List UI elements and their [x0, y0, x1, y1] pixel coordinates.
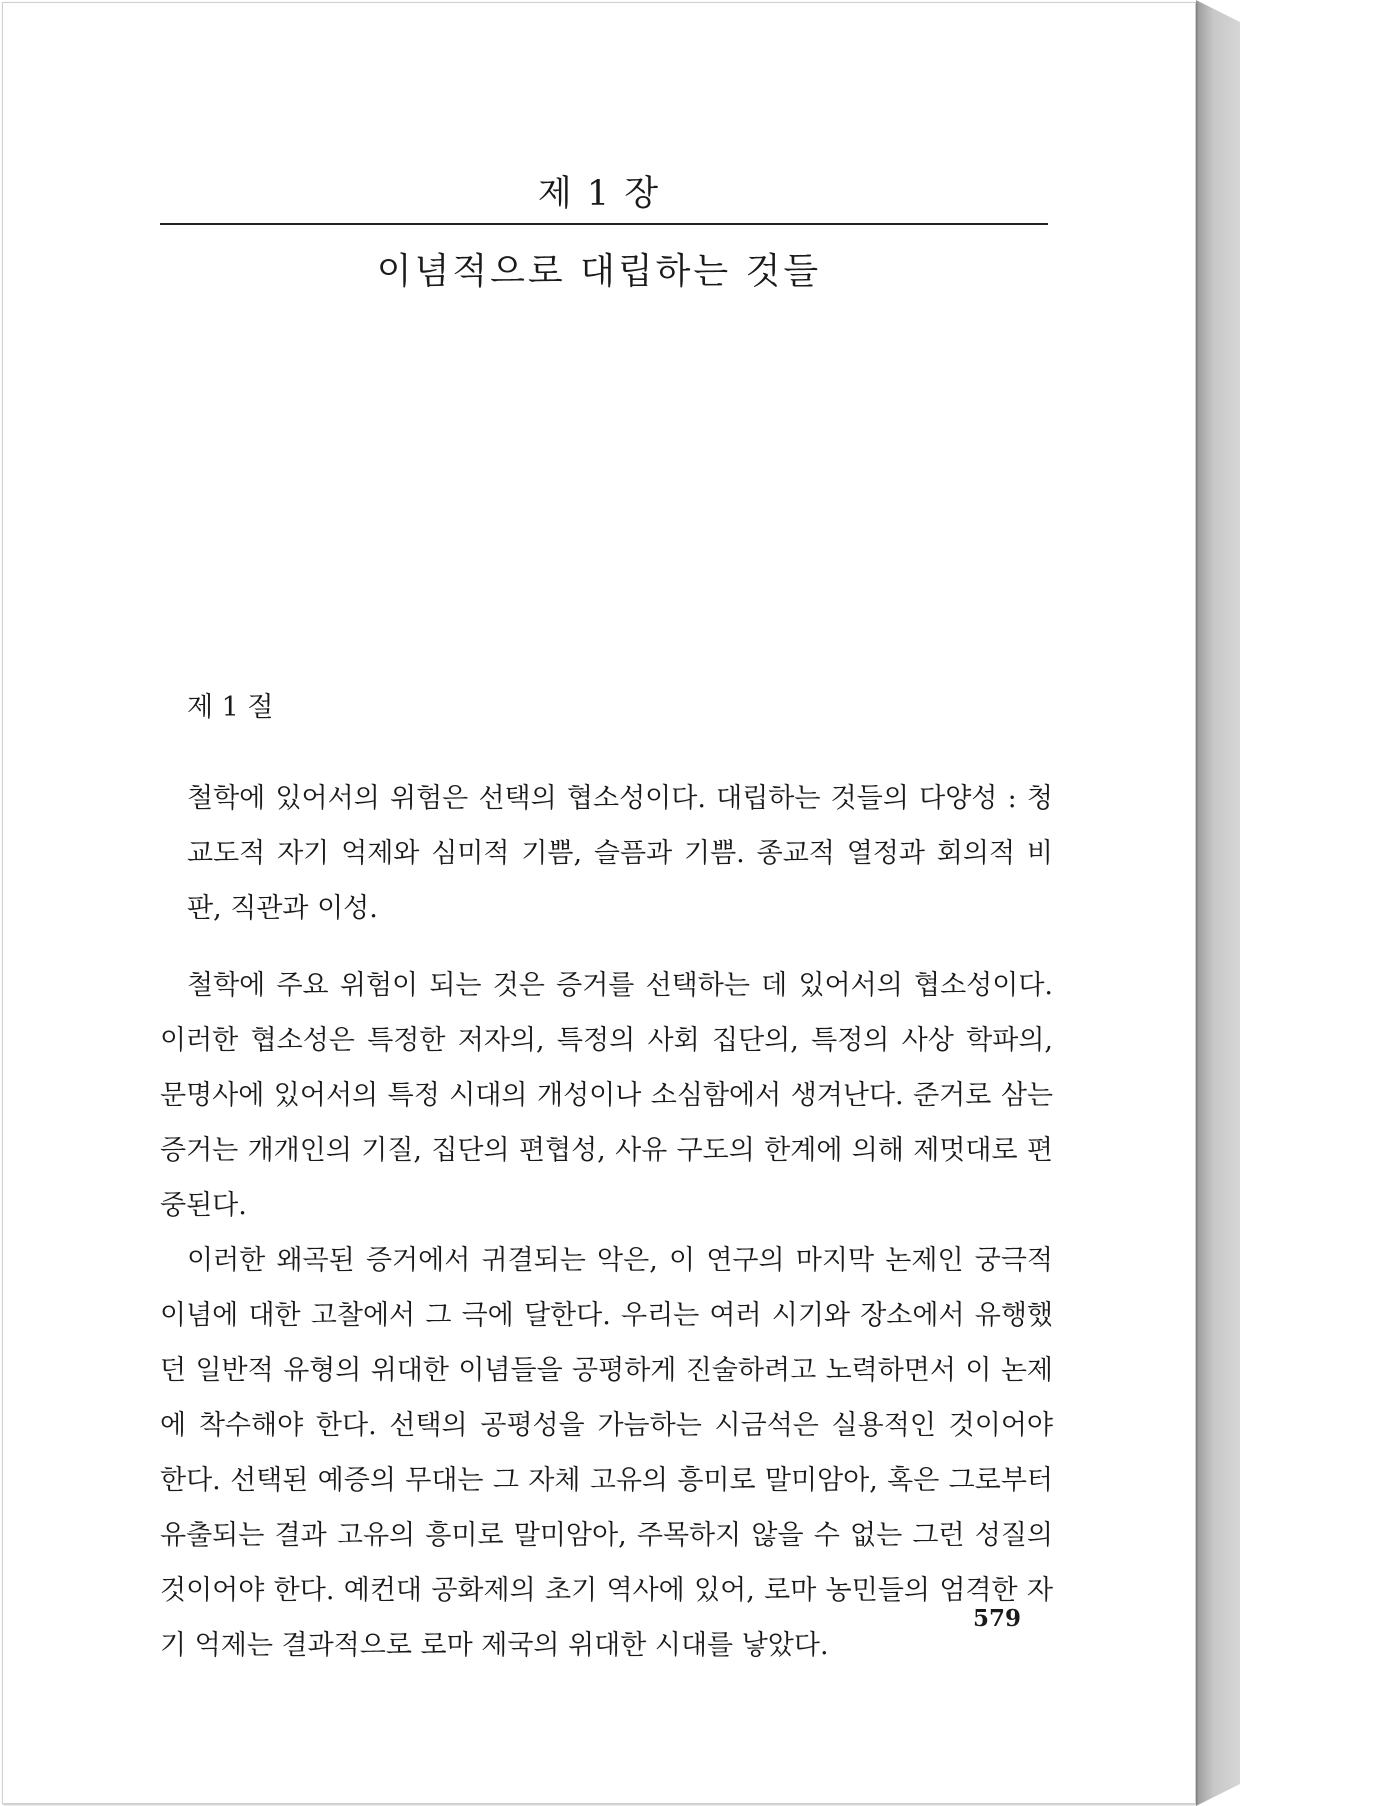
paragraph: 철학에 주요 위험이 되는 것은 증거를 선택하는 데 있어서의 협소성이다. 이러한 협소성은 특정한 저자의, 특정의 사회 집단의, 특정의 사상 학파의, 문명사에 있어서의 특정 시대의 개성이나 소심함에서 생겨난다. 준거로 삼는 증거는 개개인의 기질, 집단의 편협성, 사유 구도의 한계에 의해 제멋대로 편중된다. [160, 970, 1053, 1221]
chapter-divider [160, 223, 1048, 225]
chapter-title: 이념적으로 대립하는 것들 [376, 251, 822, 292]
book-page [2, 2, 1196, 1804]
section-label: 제 1 절 [187, 692, 274, 723]
paragraph: 이러한 왜곡된 증거에서 귀결되는 악은, 이 연구의 마지막 논제인 궁극적 이념에 대한 고찰에서 그 극에 달한다. 우리는 여러 시기와 장소에서 유행했던 일반적 유형의 위대한 이념들을 공평하게 진술하려고 노력하면서 이 논제에 착수해야 한다. 선택의 공평성을 가늠하는 시금석은 실용적인 것이어야 한다. 선택된 예증의 무대는 그 자체 고유의 흥미로 말미암아, 혹은 그로부터 유출되는 결과 고유의 흥미로 말미암아, 주목하지 않을 수 없는 그런 성질의 것이어야 한다. 예컨대 공화제의 초기 역사에 있어, 로마 농민들의 엄격한 자기 억제는 결과적으로 로마 제국의 위대한 시대를 낳았다. [160, 1245, 1053, 1661]
body-text [160, 958, 1053, 1673]
page-number: 579 [973, 1605, 1022, 1632]
section-summary: 철학에 있어서의 위험은 선택의 협소성이다. 대립하는 것들의 다양성 : 청교도적 자기 억제와 심미적 기쁨, 슬픔과 기쁨. 종교적 열정과 회의적 비판, 직관과 이성. [187, 783, 1053, 924]
page-edge [1196, 0, 1240, 1806]
chapter-label: 제 1 장 [537, 174, 661, 214]
